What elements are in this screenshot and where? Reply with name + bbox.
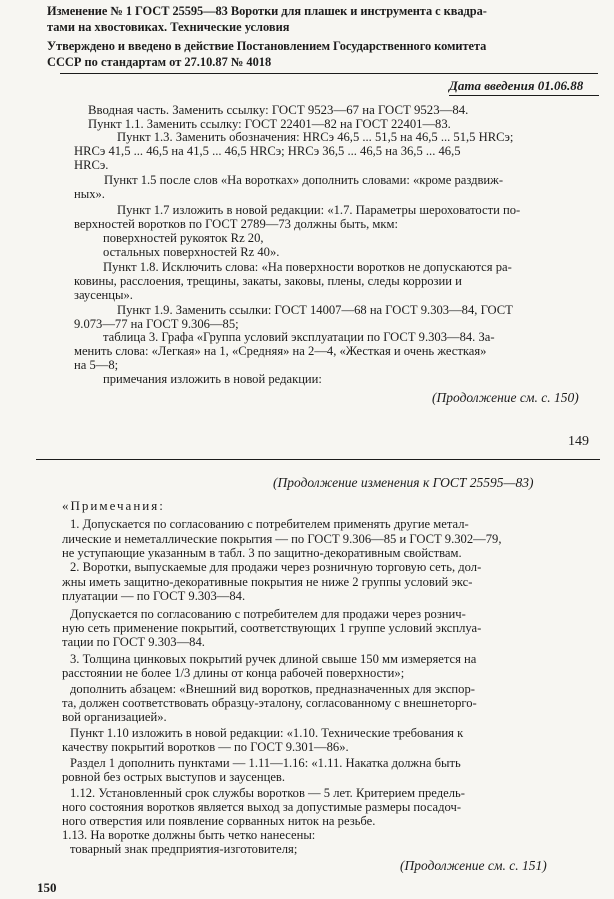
notes-title: «Примечания: [62,498,165,513]
text-line: Пункт 1.7 изложить в новой редакции: «1.7. Параметры шероховатости по- [117,203,521,217]
text-line: HRCэ 41,5 ... 46,5 на 41,5 ... 46,5 HRCэ; HRCэ 36,5 ... 46,5 на 36,5 ... 46,5 [74,144,461,158]
header-approval-line-2: СССР по стандартам от 27.10.87 № 4018 [47,55,272,69]
text-line: ного состояния воротков является выход за допустимые размеры посадоч- [62,800,462,814]
date-underline [449,95,599,96]
text-line: ного отверстия или появление сорванных ниток на резьбе. [62,814,376,828]
text-line: 9.073—77 на ГОСТ 9.306—85; [74,317,239,331]
text-line: ных». [74,187,105,201]
text-line: тации по ГОСТ 9.303—84. [62,635,205,649]
text-line: расстоянии не более 1/3 длины от конца рабочей поверхности»; [62,666,405,680]
text-line: Вводная часть. Заменить ссылку: ГОСТ 9523—67 на ГОСТ 9523—84. [88,103,469,117]
text-line: HRCэ. [74,158,109,172]
text-line: плуатации — по ГОСТ 9.303—84. [62,589,246,603]
continuation-note: (Продолжение см. с. 150) [432,390,579,405]
text-line: менить слова: «Легкая» на 1, «Средняя» на 2—4, «Жесткая и очень жесткая» [74,344,487,358]
text-line: Пункт 1.8. Исключить слова: «На поверхности воротков не допускаются ра- [103,260,512,274]
text-line: Пункт 1.1. Заменить ссылку: ГОСТ 22401—82 на ГОСТ 22401—83. [88,117,451,131]
page-divider [36,459,600,460]
text-line: ную сеть применение покрытий, соответствующих 1 группе условий эксплуа- [62,621,482,635]
text-line: Пункт 1.10 изложить в новой редакции: «1.10. Технические требования к [70,726,464,740]
page-number: 149 [568,434,589,449]
text-line: товарный знак предприятия-изготовителя; [70,842,298,856]
continuation-header: (Продолжение изменения к ГОСТ 25595—83) [273,475,534,490]
page-number: 150 [37,880,57,895]
text-line: жны иметь защитно-декоративные покрытия не ниже 2 группы условий экс- [62,575,473,589]
text-line: ковины, расслоения, трещины, закаты, заковы, плены, следы коррозии и [74,274,462,288]
continuation-note: (Продолжение см. с. 151) [400,858,547,873]
text-line: на 5—8; [74,358,119,372]
text-line: Раздел 1 дополнить пунктами — 1.11—1.16: «1.11. Накатка должна быть [70,756,461,770]
text-line: 3. Толщина цинковых покрытий ручек длиной свыше 150 мм измеряется на [70,652,477,666]
text-line: 1.12. Установленный срок службы воротков — 5 лет. Критерием предель- [70,786,465,800]
header-approval-line-1: Утверждено и введено в действие Постановлением Государственного комитета [47,39,487,53]
text-line: лические и неметаллические покрытия — по ГОСТ 9.306—85 и ГОСТ 9.302—79, [62,532,502,546]
text-line: таблица 3. Графа «Группа условий эксплуатации по ГОСТ 9.303—84. За- [103,330,495,344]
text-line: Допускается по согласованию с потребителем для продажи через рознич- [70,607,466,621]
text-line: остальных поверхностей Rz 40». [103,245,280,259]
text-line: Пункт 1.5 после слов «На воротках» дополнить словами: «кроме раздвиж- [104,173,504,187]
text-line: 1. Допускается по согласованию с потребителем применять другие метал- [70,517,469,531]
text-line: дополнить абзацем: «Внешний вид воротков, предназначенных для экспор- [70,682,475,696]
text-line: заусенцы». [74,288,133,302]
text-line: поверхностей рукояток Rz 20, [103,231,264,245]
effective-date: Дата введения 01.06.88 [449,78,584,93]
text-line: качеству покрытий воротков — по ГОСТ 9.301—86». [62,740,349,754]
text-line: 2. Воротки, выпускаемые для продажи через розничную торговую сеть, дол- [70,560,482,574]
text-line: примечания изложить в новой редакции: [103,372,322,386]
text-line: ровной без острых выступов и заусенцев. [62,770,286,784]
text-line: вой организацией». [62,710,167,724]
header-title-line-1: Изменение № 1 ГОСТ 25595—83 Воротки для плашек и инструмента с квадра- [47,4,487,18]
text-line: Пункт 1.3. Заменить обозначения: HRCэ 46,5 ... 51,5 на 46,5 ... 51,5 HRCэ; [117,130,514,144]
text-line: не уступающие указанным в табл. 3 по защитно-декоративным свойствам. [62,546,462,560]
header-divider [60,73,598,74]
text-line: 1.13. На воротке должны быть четко нанесены: [62,828,316,842]
text-line: Пункт 1.9. Заменить ссылки: ГОСТ 14007—68 на ГОСТ 9.303—84, ГОСТ [117,303,513,317]
header-title-line-2: тами на хвостовиках. Технические условия [47,20,290,34]
text-line: верхностей воротков по ГОСТ 2789—73 должны быть, мкм: [74,217,398,231]
text-line: та, должен соответствовать образцу-эталону, согласованному с внешнеторго- [62,696,477,710]
